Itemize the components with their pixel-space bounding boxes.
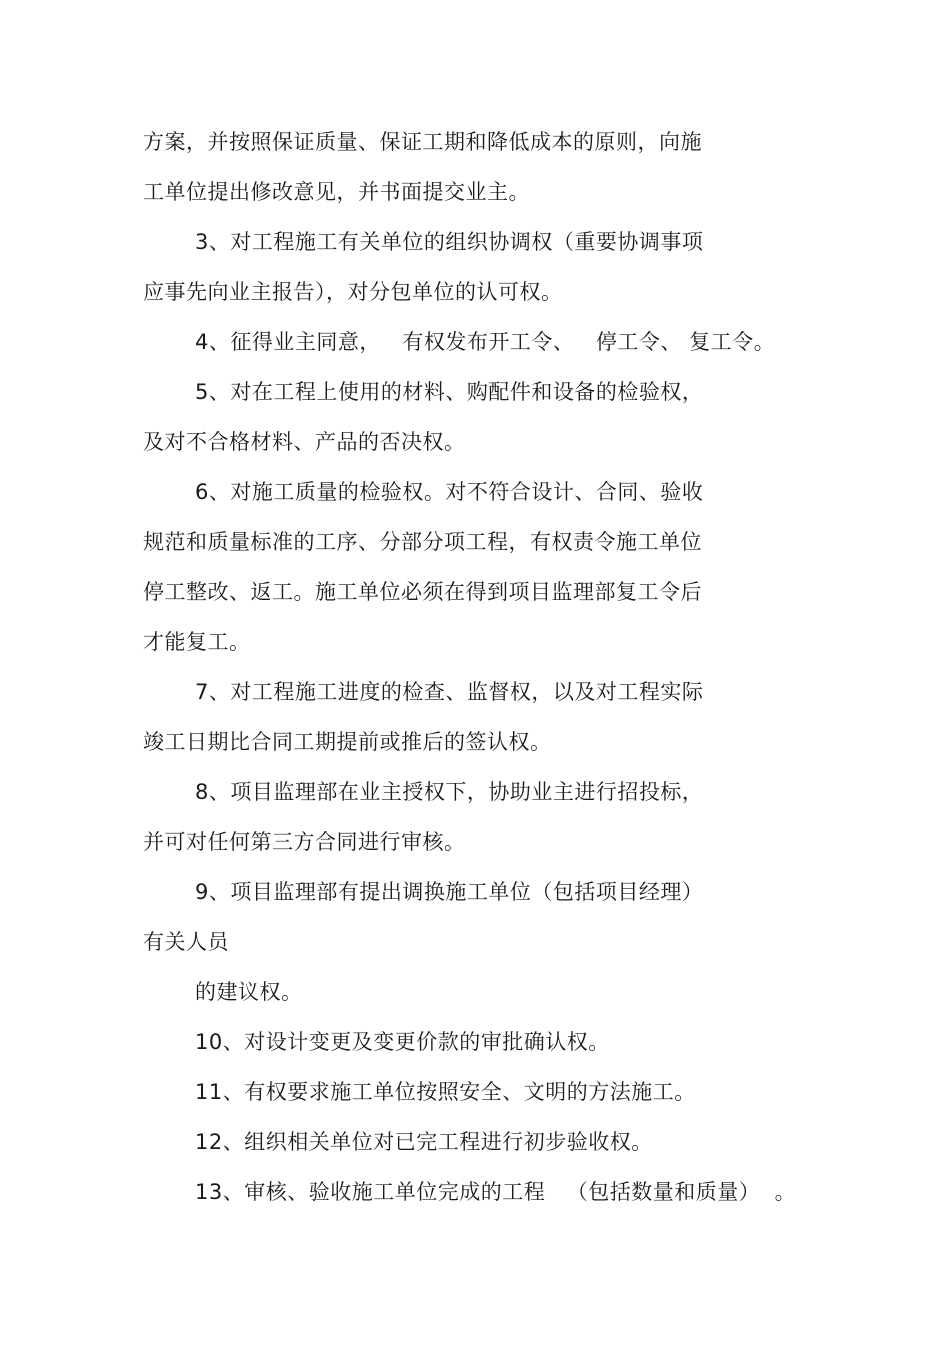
text-line: 7、对工程施工进度的检查、监督权，以及对工程实际: [195, 680, 704, 704]
text-line: 6、对施工质量的检验权。对不符合设计、合同、验收: [195, 480, 704, 504]
text-line: 8、项目监理部在业主授权下，协助业主进行招投标，: [195, 780, 704, 804]
text-line: 工单位提出修改意见，并书面提交业主。: [143, 180, 530, 204]
text-line: 才能复工。: [143, 630, 251, 654]
text-line: 12、组织相关单位对已完工程进行初步验收权。: [195, 1130, 653, 1154]
text-line: 规范和质量标准的工序、分部分项工程，有权责令施工单位: [143, 530, 702, 554]
text-line: 13、审核、验收施工单位完成的工程 （包括数量和质量） 。: [195, 1180, 797, 1204]
text-line: 应事先向业主报告），对分包单位的认可权。: [143, 280, 563, 304]
text-line: 5、对在工程上使用的材料、购配件和设备的检验权，: [195, 380, 704, 404]
text-line: 并可对任何第三方合同进行审核。: [143, 830, 466, 854]
text-line: 3、对工程施工有关单位的组织协调权（重要协调事项: [195, 230, 704, 254]
text-line: 及对不合格材料、产品的否决权。: [143, 430, 466, 454]
text-line: 停工整改、返工。施工单位必须在得到项目监理部复工令后: [143, 580, 702, 604]
text-line: 的建议权。: [195, 980, 303, 1004]
text-line: 10、对设计变更及变更价款的审批确认权。: [195, 1030, 610, 1054]
text-line: 竣工日期比合同工期提前或推后的签认权。: [143, 730, 552, 754]
text-line: 有关人员: [143, 930, 229, 954]
text-line: 方案，并按照保证质量、保证工期和降低成本的原则，向施: [143, 130, 702, 154]
text-line: 11、有权要求施工单位按照安全、文明的方法施工。: [195, 1080, 696, 1104]
text-line: 4、征得业主同意， 有权发布开工令、 停工令、 复工令。: [195, 330, 776, 354]
text-line: 9、项目监理部有提出调换施工单位（包括项目经理）: [195, 880, 704, 904]
